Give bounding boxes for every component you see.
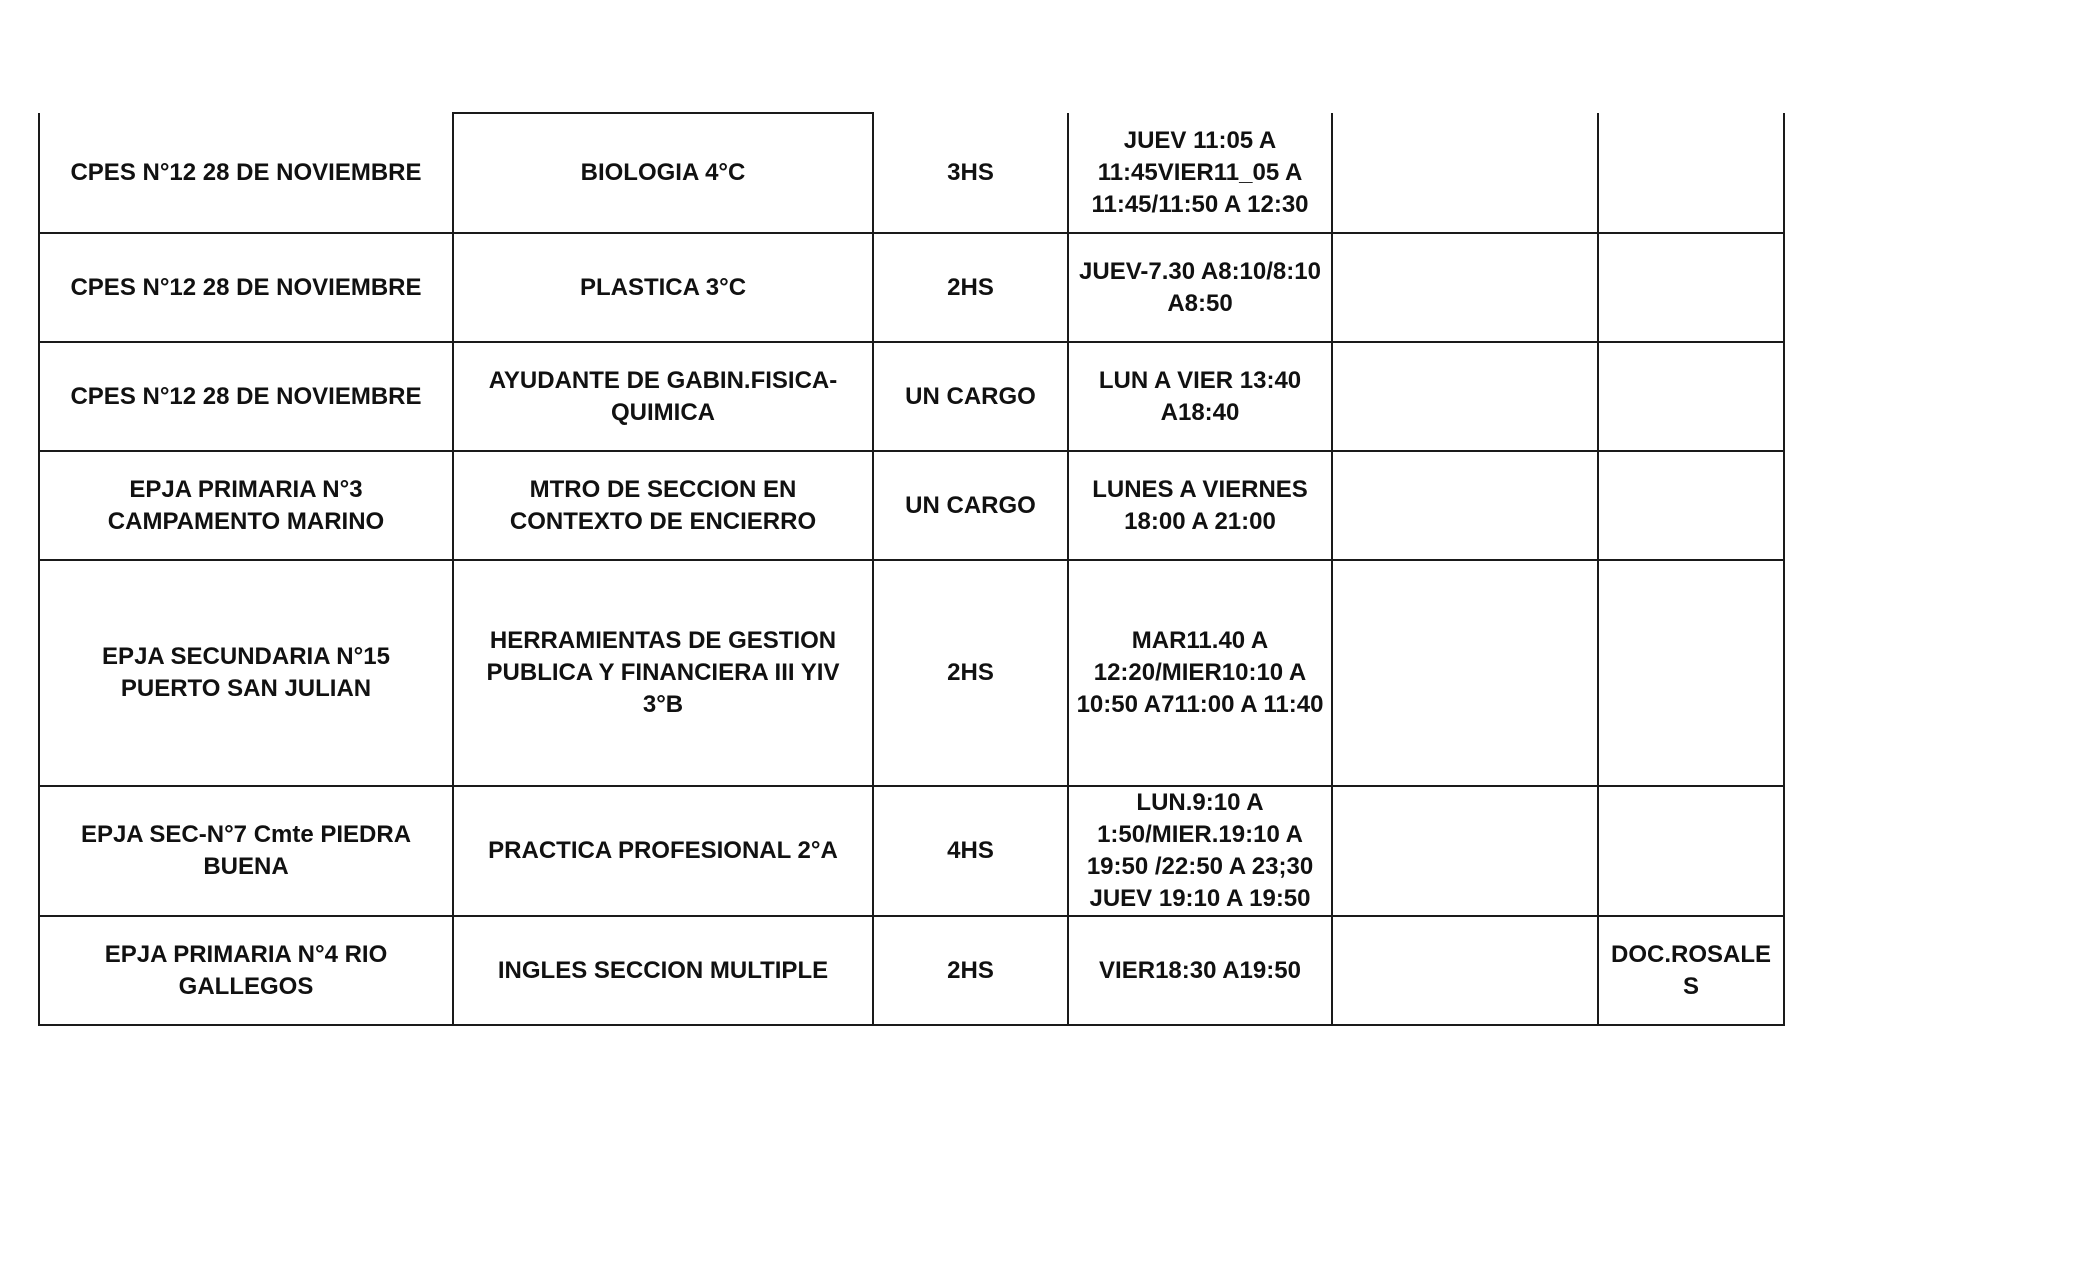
subject-cell: PLASTICA 3°C — [453, 233, 873, 342]
hours-cell: 2HS — [873, 233, 1068, 342]
extra-cell — [1332, 113, 1598, 233]
hours-cell: UN CARGO — [873, 451, 1068, 560]
school-cell: CPES N°12 28 DE NOVIEMBRE — [39, 113, 453, 233]
note-cell — [1598, 560, 1784, 786]
extra-cell — [1332, 916, 1598, 1025]
school-cell: CPES N°12 28 DE NOVIEMBRE — [39, 342, 453, 451]
hours-cell: 2HS — [873, 916, 1068, 1025]
schedule-cell: MAR11.40 A 12:20/MIER10:10 A 10:50 A711:00 A 11:40 — [1068, 560, 1332, 786]
schedule-cell: LUN A VIER 13:40 A18:40 — [1068, 342, 1332, 451]
school-cell: EPJA PRIMARIA N°4 RIO GALLEGOS — [39, 916, 453, 1025]
schedule-table — [38, 112, 1785, 1026]
hours-cell: 3HS — [873, 113, 1068, 233]
school-cell: EPJA PRIMARIA N°3 CAMPAMENTO MARINO — [39, 451, 453, 560]
school-cell: CPES N°12 28 DE NOVIEMBRE — [39, 233, 453, 342]
extra-cell — [1332, 233, 1598, 342]
table-row — [39, 786, 1784, 916]
note-cell — [1598, 786, 1784, 916]
table-row — [39, 560, 1784, 786]
schedule-sheet — [38, 112, 1785, 1026]
table-row — [39, 451, 1784, 560]
note-cell — [1598, 451, 1784, 560]
hours-cell: UN CARGO — [873, 342, 1068, 451]
table-row — [39, 113, 1784, 233]
schedule-cell: LUNES A VIERNES 18:00 A 21:00 — [1068, 451, 1332, 560]
schedule-cell: LUN.9:10 A 1:50/MIER.19:10 A 19:50 /22:50 A 23;30 JUEV 19:10 A 19:50 — [1068, 786, 1332, 916]
schedule-cell: JUEV 11:05 A 11:45VIER11_05 A 11:45/11:50 A 12:30 — [1068, 113, 1332, 233]
extra-cell — [1332, 451, 1598, 560]
subject-cell: INGLES SECCION MULTIPLE — [453, 916, 873, 1025]
table-row — [39, 342, 1784, 451]
schedule-cell: JUEV-7.30 A8:10/8:10 A8:50 — [1068, 233, 1332, 342]
subject-cell: AYUDANTE DE GABIN.FISICA-QUIMICA — [453, 342, 873, 451]
table-row — [39, 916, 1784, 1025]
note-cell — [1598, 233, 1784, 342]
note-cell: DOC.ROSALES — [1598, 916, 1784, 1025]
subject-cell: HERRAMIENTAS DE GESTION PUBLICA Y FINANCIERA III YIV 3°B — [453, 560, 873, 786]
hours-cell: 2HS — [873, 560, 1068, 786]
subject-cell: MTRO DE SECCION EN CONTEXTO DE ENCIERRO — [453, 451, 873, 560]
schedule-cell: VIER18:30 A19:50 — [1068, 916, 1332, 1025]
hours-cell: 4HS — [873, 786, 1068, 916]
note-cell — [1598, 342, 1784, 451]
note-cell — [1598, 113, 1784, 233]
subject-cell: PRACTICA PROFESIONAL 2°A — [453, 786, 873, 916]
subject-cell: BIOLOGIA 4°C — [453, 113, 873, 233]
extra-cell — [1332, 342, 1598, 451]
school-cell: EPJA SEC-N°7 Cmte PIEDRA BUENA — [39, 786, 453, 916]
table-row — [39, 233, 1784, 342]
school-cell: EPJA SECUNDARIA N°15 PUERTO SAN JULIAN — [39, 560, 453, 786]
extra-cell — [1332, 786, 1598, 916]
extra-cell — [1332, 560, 1598, 786]
